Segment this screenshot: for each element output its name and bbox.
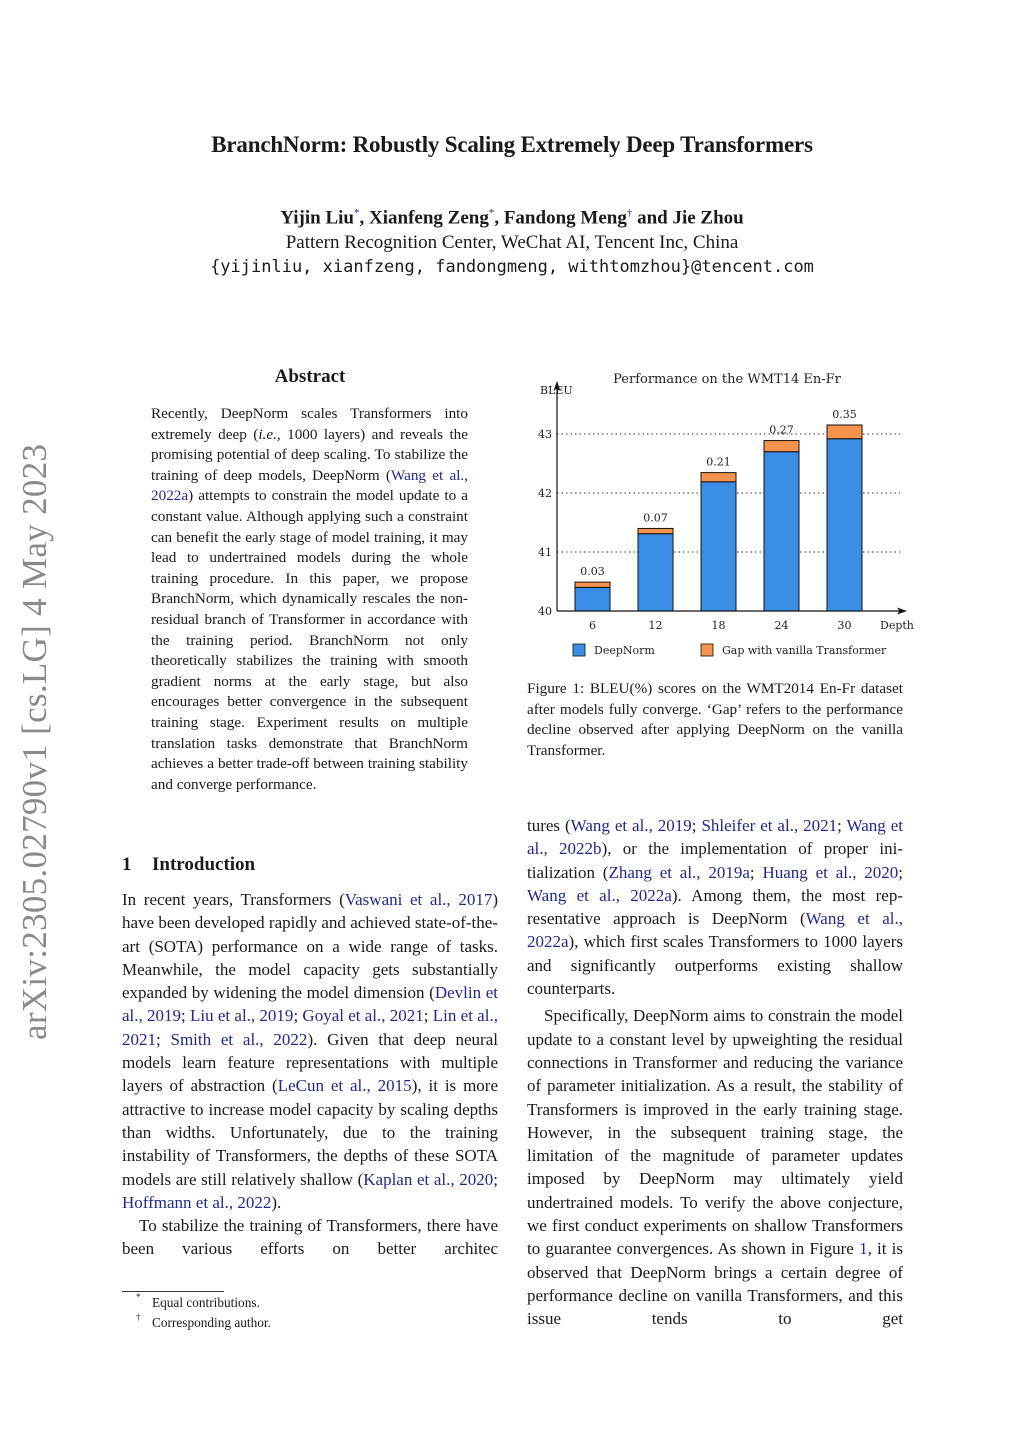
bar-value-label: 0.03 [580, 565, 605, 579]
citation-link[interactable]: Devlin et al., 2019 [122, 983, 498, 1026]
paragraph: In recent years, Transformers (Vaswani et al., 2017) have been developed rapidly and achieved state-of-the-art (SOTA) performance on a wide range of tasks. Meanwhile, the model capacity gets substantially expanded by widening the model dimension (Devlin et al., 2019; Liu et al., 2019; Goyal et al., 2021; Lin et al., 2021; Smith et al., 2022). Given that deep neural models learn feature representations with multiple layers of abstraction (LeCun et al., 2015), it is more attractive to increase model capacity by scaling depths than widths. Unfortunately, due to the training instability of Transformers, the depths of these SOTA models are still relatively shallow (Kaplan et al., 2020; Hoffmann et al., 2022). [122, 890, 498, 1212]
y-axis-label: BLEU [540, 384, 573, 397]
citation-link[interactable]: Lin et al., 2021 [122, 1006, 498, 1049]
citation-link[interactable]: Vaswani et al., 2017 [344, 890, 493, 909]
legend-swatch-deepnorm [573, 644, 585, 656]
bar-deepnorm [827, 439, 862, 611]
y-tick-labels [538, 428, 552, 618]
y-tick-label: 40 [538, 605, 552, 618]
x-tick-label: 12 [648, 619, 663, 632]
y-tick-label: 42 [538, 487, 552, 500]
intro-right-column [527, 814, 903, 1331]
citation-link[interactable]: Huang et al., 2020 [762, 862, 899, 882]
x-axis-label: Depth [880, 619, 914, 632]
section-number: 1 [122, 854, 132, 875]
citation-link[interactable]: 1 [859, 1239, 868, 1259]
author-name: Yijin Liu [280, 207, 354, 229]
bar-gap [827, 425, 862, 439]
footnote [122, 1313, 271, 1333]
paragraph: To stabilize the training of Transformers, there have been various efforts on better architec [122, 1216, 498, 1259]
bar-deepnorm [701, 482, 736, 611]
chart-bars [575, 425, 862, 611]
citation-link[interactable]: Hoffmann et al., 2022 [122, 1192, 272, 1212]
citation-link[interactable]: Wang et al., 2022a [151, 466, 469, 505]
author-name: Jie Zhou [672, 207, 744, 229]
author-emails: {yijinliu, xianfzeng, fandongmeng, withtomzhou}@tencent.com [210, 257, 814, 277]
citation-link[interactable]: Zhang et al., 2019a [608, 862, 750, 882]
paragraph: tures (Wang et al., 2019; Shleifer et al., 2021; Wang et al., 2022b), or the implementation of proper initialization (Zhang et al., 2019a; Huang et al., 2020; Wang et al., 2022a). Among them, the most representative approach is DeepNorm (Wang et al., 2022a), which first scales Transformers to 1000 layers and significantly outperforms existing shallow counterparts. [527, 816, 904, 999]
footnote-text: Equal contributions. [152, 1295, 260, 1310]
footnote-text: Corresponding author. [152, 1314, 271, 1330]
footnote-mark: * [136, 1292, 141, 1302]
chart-title: Performance on the WMT14 En-Fr [613, 372, 841, 387]
abstract-body: Recently, DeepNorm scales Transformers into extremely deep (i.e., 1000 layers) and reveals the promising potential of deep scaling. To stabilize the training of deep models, DeepNorm (Wang et al., 2022a) attempts to constrain the model update to a constant value. Although applying such a constraint can benefit the early stage of model training, it may lead to undertrained models during the whole training procedure. In this paper, we propose BranchNorm, which dynamically rescales the non-residual branch of Transformer in accordance with the training period. BranchNorm not only theoretically stabilizes the training with smooth gradient norms at the early stage, but also encourages better convergence in the subsequent training stage. Experiment results on multiple translation tasks demonstrate that BranchNorm achieves a better trade-off between training stability and converge performance. [151, 405, 469, 793]
footnotes [122, 1293, 271, 1332]
bar-gap [638, 528, 673, 533]
citation-link[interactable]: Shleifer et al., 2021 [701, 816, 838, 835]
bar-value-label: 0.21 [706, 455, 731, 469]
arxiv-stamp: arXiv:2305.02790v1 [cs.LG] 4 May 2023 [15, 443, 54, 1040]
x-tick-label: 18 [711, 619, 726, 632]
footnote-mark: † [136, 1311, 141, 1322]
author-list: Yijin Liu*, Xianfeng Zeng*, Fandong Meng† and Jie Zhou [280, 207, 744, 229]
section-heading-introduction [122, 854, 255, 876]
x-tick-label: 24 [774, 619, 789, 632]
citation-link[interactable]: Kaplan et al., 2020 [363, 1169, 494, 1189]
bar-deepnorm [764, 452, 799, 611]
author-name: Xianfeng Zeng [369, 207, 489, 229]
bleu-bar-chart [520, 362, 920, 667]
bar-gap [701, 473, 736, 482]
bar-gap [575, 582, 610, 587]
chart-legend [573, 644, 887, 657]
bar-value-label: 0.07 [643, 511, 668, 525]
x-tick-label: 6 [589, 619, 596, 632]
bar-value-label: 0.27 [769, 423, 794, 437]
legend-label-gap: Gap with vanilla Transformer [722, 644, 887, 657]
citation-link[interactable]: Wang et al., 2022a [527, 909, 903, 952]
y-tick-label: 41 [538, 546, 552, 559]
bar-gap [764, 441, 799, 452]
affiliation: Pattern Recognition Center, WeChat AI, Tencent Inc, China [285, 232, 739, 253]
paragraph: Specifically, DeepNorm aims to constrain the model update to a constant level by upweighting the residual connections in Transformer and reducing the variance of parameter initialization. As a result, the stability of Transformers is improved in the early training stage. However, in the subsequent training stage, the limitation of the magnitude of parameter updates imposed by DeepNorm may ultimately yield undertrained models. To verify the above conjecture, we first conduct experiments on shallow Transformers to guarantee convergences. As shown in Figure 1, it is observed that DeepNorm brings a certain degree of performance decline on vanilla Transformers, and this issue tends to get [527, 1006, 903, 1329]
author-mark[interactable]: * [488, 207, 495, 219]
legend-label-deepnorm: DeepNorm [594, 644, 655, 657]
bar-value-label: 0.35 [832, 408, 857, 422]
author-joiner: and [637, 207, 668, 229]
x-tick-labels [589, 619, 852, 632]
citation-link[interactable]: Wang et al., 2022b [527, 816, 903, 859]
y-tick-label: 43 [538, 428, 552, 441]
figure-caption: Figure 1: BLEU(%) scores on the WMT2014 En-Fr dataset after models fully converge. ‘Gap’ refers to the performance decline observed after applying DeepNorm on the vanilla Transformer. [527, 680, 903, 760]
section-title: Introduction [152, 854, 256, 875]
author-mark[interactable]: * [354, 207, 360, 219]
citation-link[interactable]: Smith et al., 2022 [170, 1029, 308, 1049]
citation-link[interactable]: Wang et al., 2022a [527, 885, 672, 905]
x-tick-label: 30 [837, 619, 852, 632]
abstract-heading: Abstract [274, 366, 346, 387]
intro-left-column [122, 888, 498, 1261]
legend-swatch-gap [701, 644, 713, 656]
citation-link[interactable]: Goyal et al., 2021 [302, 1006, 424, 1026]
author-name: Fandong Meng [503, 207, 627, 229]
paper-title: BranchNorm: Robustly Scaling Extremely Deep Transformers [211, 132, 813, 157]
citation-link[interactable]: LeCun et al., 2015 [277, 1076, 412, 1096]
bar-deepnorm [638, 534, 673, 611]
citation-link[interactable]: Liu et al., 2019 [190, 1006, 294, 1026]
italic-text: i.e., [258, 425, 281, 443]
citation-link[interactable]: Wang et al., 2019 [570, 816, 692, 835]
bar-deepnorm [575, 587, 610, 611]
author-mark[interactable]: † [626, 207, 633, 219]
footnote [122, 1293, 271, 1313]
